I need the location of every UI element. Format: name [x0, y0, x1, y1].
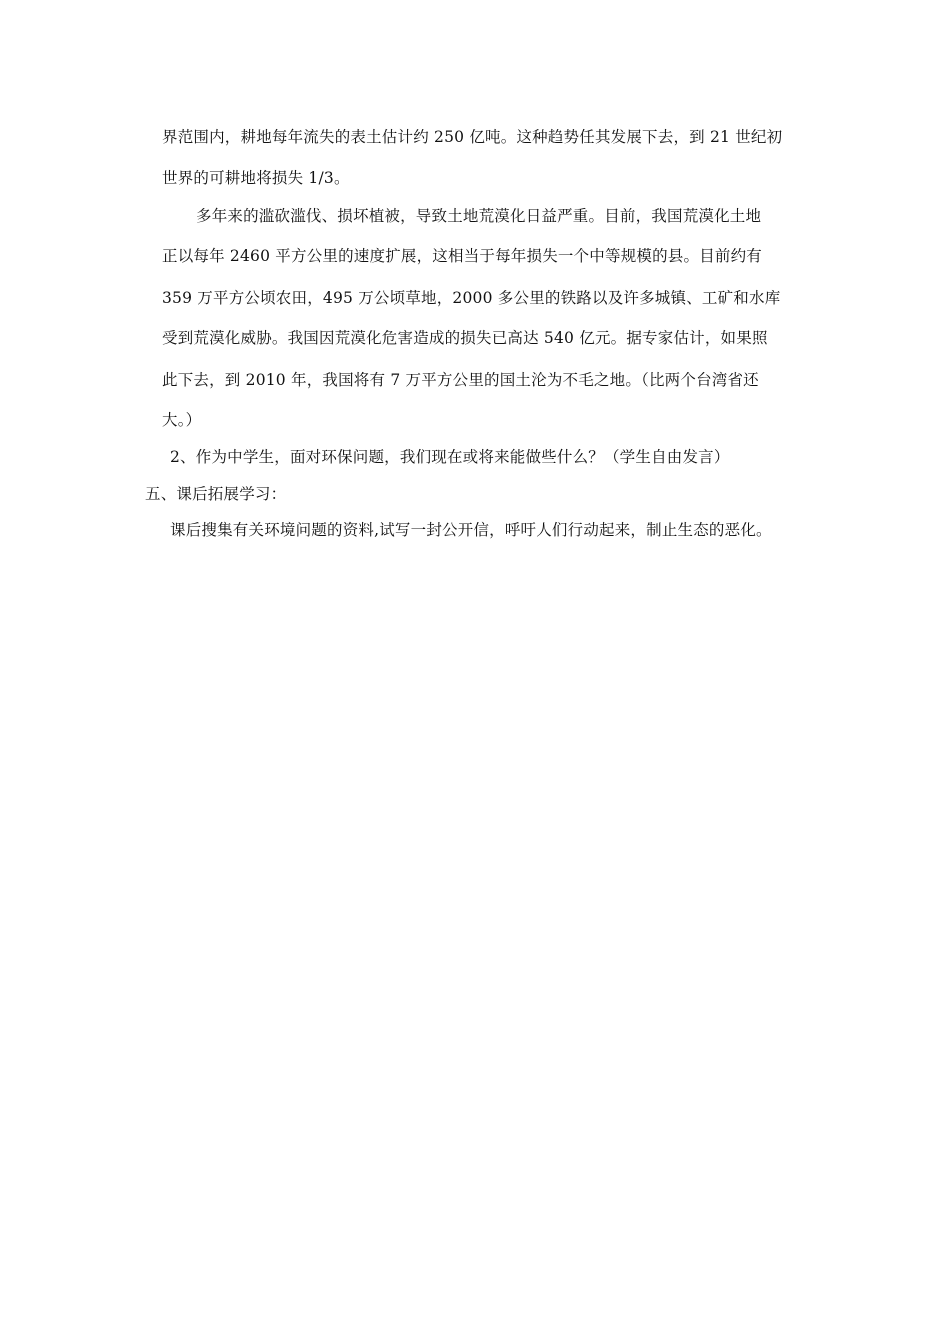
paragraph-line: 此下去，到 2010 年，我国将有 7 万平方公里的国土沦为不毛之地。（比两个台湾省还 — [162, 371, 759, 389]
paragraph-line: 界范围内，耕地每年流失的表土估计约 250 亿吨。这种趋势任其发展下去，到 21 世纪初 — [162, 128, 783, 146]
paragraph-line: 多年来的滥砍滥伐、损坏植被，导致土地荒漠化日益严重。目前，我国荒漠化土地 — [196, 207, 762, 225]
paragraph-line: 大。） — [162, 411, 202, 429]
section-heading: 五、课后拓展学习： — [145, 485, 287, 503]
paragraph-line: 世界的可耕地将损失 1/3。 — [162, 169, 350, 187]
question-item: 2、作为中学生，面对环保问题，我们现在或将来能做些什么？（学生自由发言） — [170, 448, 730, 466]
paragraph-line: 受到荒漠化威胁。我国因荒漠化危害造成的损失已高达 540 亿元。据专家估计，如果照 — [162, 329, 768, 347]
paragraph-line: 359 万平方公顷农田，495 万公顷草地，2000 多公里的铁路以及许多城镇、工矿和水库 — [162, 289, 781, 307]
assignment-text: 课后搜集有关环境问题的资料,试写一封公开信，呼吁人们行动起来，制止生态的恶化。 — [170, 521, 772, 539]
paragraph-line: 正以每年 2460 平方公里的速度扩展，这相当于每年损失一个中等规模的县。目前约有 — [162, 247, 763, 265]
